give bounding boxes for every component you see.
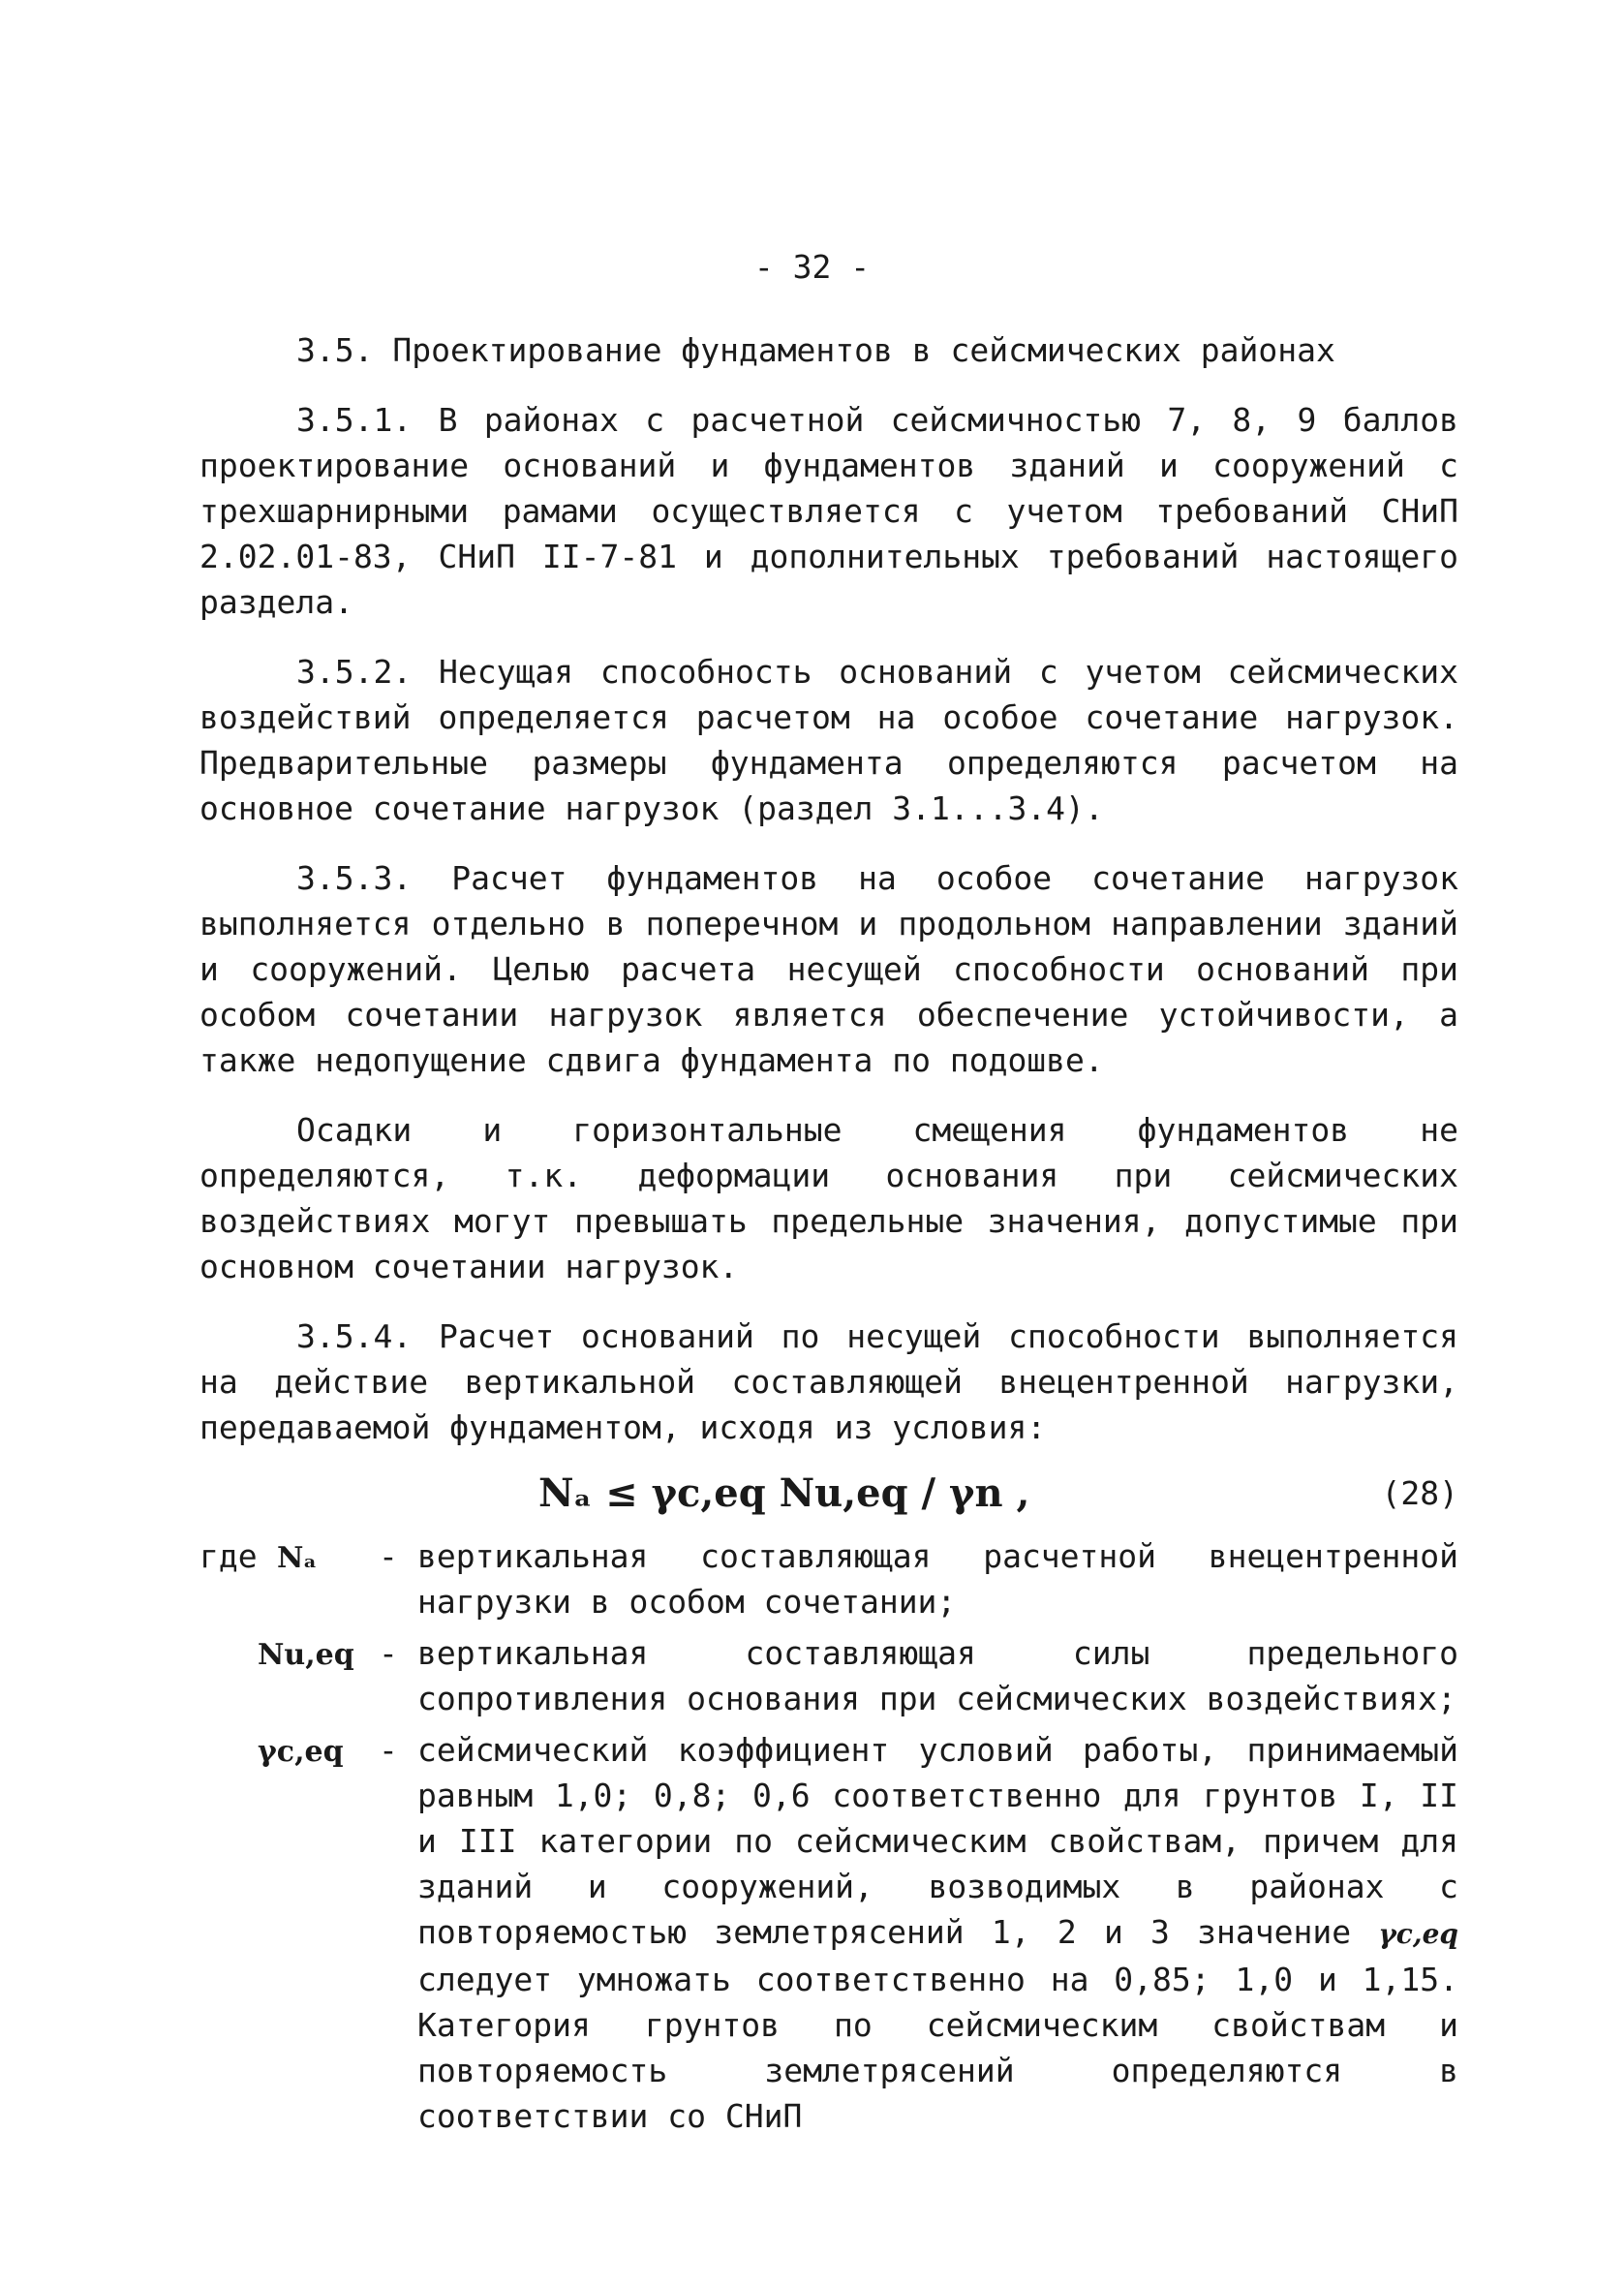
definition-text: вертикальная составляющая силы предельного сопротивления основания при сейсмических воздействиях;	[417, 1634, 1458, 1717]
formula-28: Nₐ ≤ γc,eq Nu,eq / γn ,	[538, 1470, 1030, 1516]
inline-symbol: γc,eq	[1378, 1918, 1458, 1950]
paragraph-3-5-2: 3.5.2. Несущая способность оснований с учетом сейсмических воздействий определяется расчетом на особое сочетание нагрузок. Предварительные размеры фундамента определяются расчетом на основное сочетание нагрузок (раздел 3.1...3.4).	[199, 653, 1458, 827]
definition-symbol: Nu,eq	[258, 1638, 354, 1672]
document-body	[199, 327, 1458, 2145]
definition-text	[417, 1727, 1458, 2139]
definition-label	[199, 1533, 379, 1581]
definition-dash: -	[379, 1537, 398, 1575]
definition-row	[199, 1727, 1458, 2139]
definition-label	[199, 1630, 379, 1678]
paragraph-3-5-1: 3.5.1. В районах с расчетной сейсмичностью 7, 8, 9 баллов проектирование оснований и фундаментов зданий и сооружений с трехшарнирными рамами осуществляется с учетом требований СНиП 2.02.01-83, СНиП II-7-81 и дополнительных требований настоящего раздела.	[199, 401, 1458, 621]
paragraph-settlements: Осадки и горизонтальные смещения фундаментов не определяются, т.к. деформации основания при сейсмических воздействиях могут превышать предельные значения, допустимые при основном сочетании нагрузок.	[199, 1111, 1458, 1285]
definition-dash: -	[379, 1731, 398, 1769]
definition-dash: -	[379, 1634, 398, 1672]
definition-symbol: Nₐ	[277, 1541, 318, 1575]
definition-row	[199, 1533, 1458, 1624]
section-heading: 3.5. Проектирование фундаментов в сейсмических районах	[296, 331, 1335, 369]
definition-symbol: γc,eq	[258, 1735, 344, 1769]
definition-text-part: следует умножать соответственно на 0,85; 1,0 и 1,15. Категория грунтов по сейсмическим свойствам и повторяемость землетрясений определяются в соответствии со СНиП	[417, 1961, 1458, 2135]
paragraph-3-5-3: 3.5.3. Расчет фундаментов на особое сочетание нагрузок выполняется отдельно в поперечном и продольном направлении зданий и сооружений. Целью расчета несущей способности оснований при особом сочетании нагрузок является обеспечение устойчивости, а также недопущение сдвига фундамента по подошве.	[199, 859, 1458, 1079]
formula-row	[199, 1466, 1458, 1522]
formula-number: (28)	[1381, 1474, 1458, 1512]
definition-text-part: сейсмический коэффициент условий работы, принимаемый равным 1,0; 0,8; 0,6 соответственно для грунтов I, II и III категории по сейсмическим свойствам, причем для зданий и сооружений, возводимых в районах с повторяемостью землетрясений 1, 2 и 3 значение	[417, 1731, 1458, 1951]
paragraph-3-5-4: 3.5.4. Расчет оснований по несущей способности выполняется на действие вертикальной составляющей внецентренной нагрузки, передаваемой фундаментом, исходя из условия:	[199, 1317, 1458, 1446]
definition-label	[199, 1727, 379, 1775]
definition-row	[199, 1630, 1458, 1721]
page-number: - 32 -	[753, 248, 871, 286]
definition-text: вертикальная составляющая расчетной внецентренной нагрузки в особом сочетании;	[417, 1537, 1458, 1621]
where-label: где	[199, 1537, 258, 1575]
